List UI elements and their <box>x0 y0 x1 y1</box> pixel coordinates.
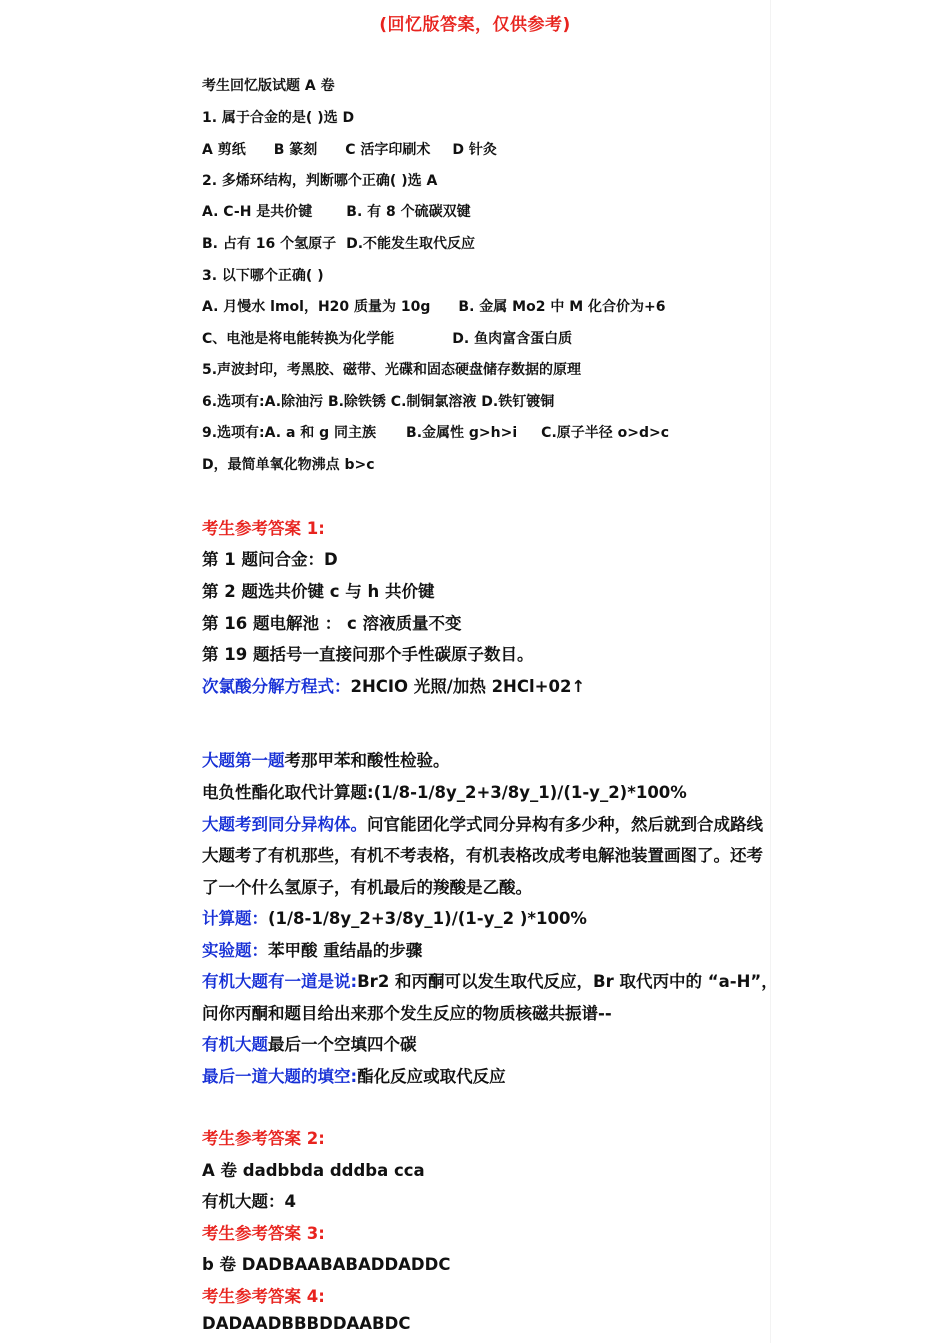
question-1-stem: 1. 属于合金的是( )选 D <box>202 110 355 126</box>
page-edge-divider <box>770 0 771 1343</box>
organic-line: 大题考了有机那些，有机不考表格，有机表格改成考电解池装置画图了。还考 <box>202 846 763 865</box>
final-fill-question <box>202 1063 506 1087</box>
question-2-options-row1 <box>202 201 471 221</box>
experiment-label: 实验题： <box>202 941 268 960</box>
q9-option-b: B.金属性 g>h>i <box>406 425 518 441</box>
big-question-first-text: 考那甲苯和酸性检验。 <box>284 751 450 770</box>
big-question-first <box>202 747 450 771</box>
question-1-options <box>202 139 497 159</box>
question-2-stem: 2. 多烯环结构，判断哪个正确( )选 A <box>202 173 438 189</box>
experiment-question <box>202 937 422 961</box>
hclo-label: 次氯酸分解方程式： <box>202 677 351 696</box>
hclo-text: 2HCIO 光照/加热 2HCl+02↑ <box>350 677 586 696</box>
electronegativity-calc: 电负性酯化取代计算题:(1/8-1/8y_2+3/8y_1)/(1-y_2)*100% <box>202 783 687 802</box>
organic-br2-line2: 问你丙酮和题目给出来那个发生反应的物质核磁共振谱-- <box>202 1004 612 1023</box>
q1-option-a: A 剪纸 <box>202 142 246 158</box>
q1-option-b: B 篆刻 <box>273 142 318 158</box>
q2-option-c: B. 占有 16 个氢原子 <box>202 236 337 252</box>
answer-1-title: 考生参考答案 1: <box>202 519 325 538</box>
question-9-options <box>202 422 669 442</box>
organic-last-label: 有机大题 <box>202 1035 268 1054</box>
question-3-options-row2 <box>202 328 572 348</box>
question-2-options-row2 <box>202 233 475 253</box>
answer-3-line: b 卷 DADBAABABADDADDC <box>202 1255 451 1274</box>
isomer-label: 大题考到同分异构体。 <box>202 815 367 834</box>
q1-option-d: D 针灸 <box>452 142 497 158</box>
organic-last-text: 最后一个空填四个碳 <box>268 1035 417 1054</box>
answer-2-line: A 卷 dadbbda dddba cca <box>202 1161 425 1180</box>
answer-1-line: 第 2 题选共价键 c 与 h 共价键 <box>202 582 435 601</box>
answer-1-line: 第 19 题括号一直接问那个手性碳原子数目。 <box>202 645 534 664</box>
organic-br2-question <box>202 968 778 992</box>
answer-4-line: DADAADBBBDDAABDC <box>202 1314 411 1333</box>
question-9-option-d: D，最简单氧化物沸点 b>c <box>202 457 375 473</box>
organic-br2-label: 有机大题有一道是说: <box>202 972 358 991</box>
isomer-text: 问官能团化学式同分异构有多少种，然后就到合成路线 <box>367 815 763 834</box>
question-6: 6.选项有:A.除油污 B.除铁锈 C.制铜氯溶液 D.铁钉镀铜 <box>202 394 555 410</box>
experiment-text: 苯甲酸 重结晶的步骤 <box>268 941 423 960</box>
section-a-title: 考生回忆版试题 A 卷 <box>202 78 335 94</box>
answer-1-line: 第 1 题问合金：D <box>202 550 338 569</box>
calc-question <box>202 905 587 929</box>
organic-last-question <box>202 1031 417 1055</box>
organic-br2-text: Br2 和丙酮可以发生取代反应，Br 取代丙中的 “a-H”， <box>357 972 778 991</box>
final-fill-label: 最后一道大题的填空: <box>202 1067 358 1086</box>
q2-option-a: A. C-H 是共价键 <box>202 204 313 220</box>
q3-option-d: D. 鱼肉富含蛋白质 <box>452 331 573 347</box>
question-3-stem: 3. 以下哪个正确( ) <box>202 268 324 284</box>
isomer-question <box>202 811 763 835</box>
answer-1-line: 第 16 题电解池 ： c 溶液质量不变 <box>202 614 462 633</box>
answer-3-title: 考生参考答案 3: <box>202 1224 325 1243</box>
question-3-options-row1 <box>202 296 665 316</box>
q3-option-a: A. 月慢水 lmol，H20 质量为 10g <box>202 299 431 315</box>
calc-text: (1/8-1/8y_2+3/8y_1)/(1-y_2 )*100% <box>268 909 587 928</box>
answer-4-title: 考生参考答案 4: <box>202 1287 325 1306</box>
q1-option-c: C 活字印刷术 <box>345 142 431 158</box>
disclaimer-note: (回忆版答案，仅供参考) <box>379 15 571 35</box>
q3-option-c: C、电池是将电能转换为化学能 <box>202 331 395 347</box>
hclo-equation <box>202 673 585 697</box>
q3-option-b: B. 金属 Mo2 中 M 化合价为+6 <box>458 299 666 315</box>
q2-option-d: D.不能发生取代反应 <box>346 236 476 252</box>
big-question-first-label: 大题第一题 <box>202 751 285 770</box>
final-fill-text: 酯化反应或取代反应 <box>357 1067 506 1086</box>
calc-label: 计算题： <box>202 909 268 928</box>
answer-2-title: 考生参考答案 2: <box>202 1129 325 1148</box>
organic-line: 了一个什么氢原子，有机最后的羧酸是乙酸。 <box>202 878 532 897</box>
q9-option-a: 9.选项有:A. a 和 g 同主族 <box>202 425 377 441</box>
q2-option-b: B. 有 8 个硫碳双键 <box>346 204 471 220</box>
question-5: 5.声波封印，考黑胶、磁带、光碟和固态硬盘储存数据的原理 <box>202 362 582 378</box>
answer-2-line: 有机大题：4 <box>202 1192 296 1211</box>
q9-option-c: C.原子半径 o>d>c <box>541 425 670 441</box>
